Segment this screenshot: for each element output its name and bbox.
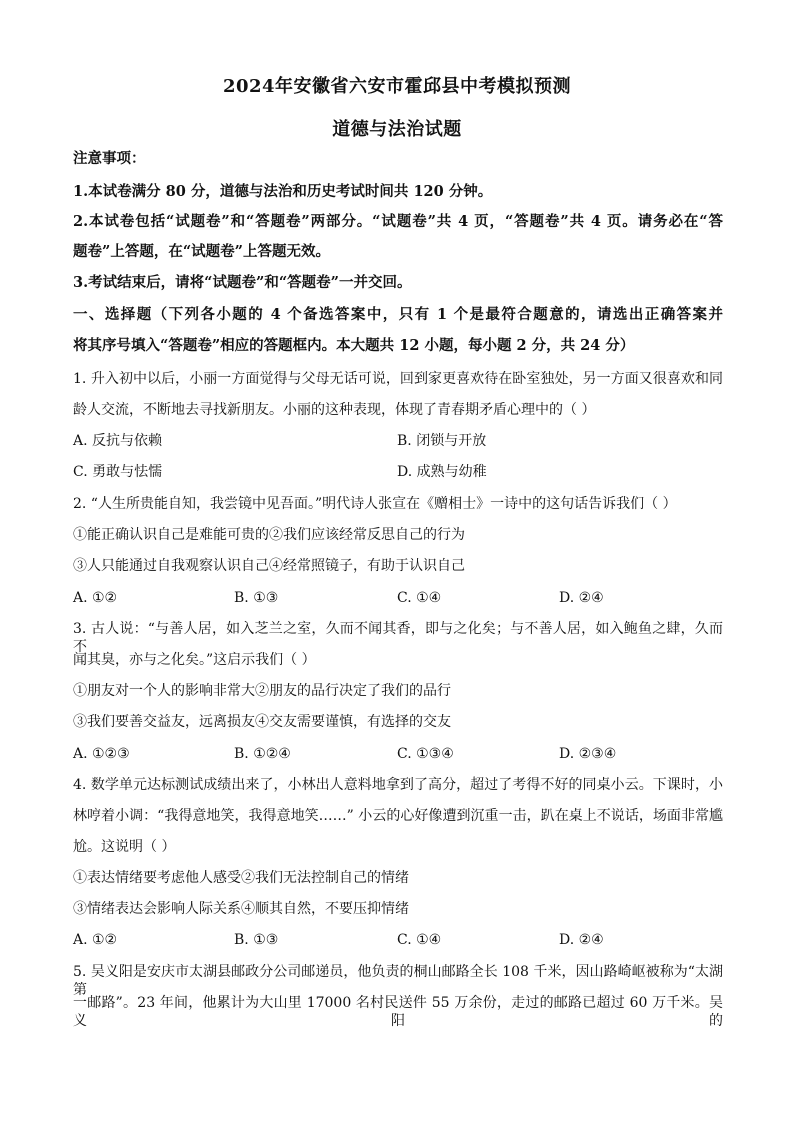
question-3-stem-line-2: 闻其臭，亦与之化矣。”这启示我们（ ） bbox=[73, 652, 316, 668]
question-1-stem-line-1: 1. 升入初中以后，小丽一方面觉得与父母无话可说，回到家更喜欢待在卧室独处，另一方面又很喜欢和同 bbox=[73, 371, 723, 387]
question-3-stem-line-1: 3. 古人说：“与善人居，如入芝兰之室，久而不闻其香，即与之化矣；与不善人居，如入鲍鱼之肆，久而不 bbox=[73, 621, 723, 655]
question-1-stem-line-2: 龄人交流，不断地去寻找新朋友。小丽的这种表现，体现了青春期矛盾心理中的（ ） bbox=[73, 402, 596, 418]
question-3-option-b: B. ①②④ bbox=[234, 746, 291, 762]
question-4-option-b: B. ①③ bbox=[234, 932, 279, 948]
question-2-option-b: B. ①③ bbox=[234, 590, 279, 606]
question-3-option-d: D. ②③④ bbox=[559, 746, 617, 762]
question-1-option-b: B. 闭锁与开放 bbox=[397, 433, 487, 449]
question-3-statement-1: ①朋友对一个人的影响非常大②朋友的品行决定了我们的品行 bbox=[73, 683, 451, 699]
question-4-statement-1: ①表达情绪要考虑他人感受②我们无法控制自己的情绪 bbox=[73, 870, 409, 886]
section-heading-line-2: 将其序号填入“答题卷”相应的答题框内。本大题共 12 小题，每小题 2 分，共 24 分） bbox=[73, 337, 635, 354]
section-heading-line-1: 一、选择题（下列各小题的 4 个备选答案中，只有 1 个是最符合题意的，请选出正确答案并 bbox=[73, 306, 723, 323]
question-4-statement-2: ③情绪表达会影响人际关系④顺其自然，不要压抑情绪 bbox=[73, 901, 409, 917]
question-4-stem-line-3: 尬。这说明（ ） bbox=[73, 839, 176, 855]
question-2-statement-2: ③人只能通过自我观察认识自己④经常照镜子，有助于认识自己 bbox=[73, 558, 465, 574]
question-2-statement-1: ①能正确认识自己是难能可贵的②我们应该经常反思自己的行为 bbox=[73, 527, 465, 543]
page-title: 2024年安徽省六安市霍邱县中考模拟预测 bbox=[222, 76, 572, 97]
question-2-option-c: C. ①④ bbox=[397, 590, 442, 606]
question-2-option-a: A. ①② bbox=[73, 590, 118, 606]
question-2-stem: 2. “人生所贵能自知，我尝镜中见吾面。”明代诗人张宣在《赠相士》一诗中的这句话告诉我们（ ） bbox=[73, 496, 677, 512]
question-1-option-a: A. 反抗与依赖 bbox=[73, 433, 163, 449]
question-4-stem-line-1: 4. 数学单元达标测试成绩出来了，小林出人意料地拿到了高分，超过了考得不好的同桌小云。下课时，小 bbox=[73, 777, 723, 793]
question-5-stem-line-1: 5. 吴义阳是安庆市太湖县邮政分公司邮递员，他负责的桐山邮路全长 108 千米，因山路崎岖被称为“太湖第 bbox=[73, 964, 723, 998]
question-3-option-c: C. ①③④ bbox=[397, 746, 454, 762]
note-2-line-2: 题卷”上答题，在“试题卷”上答题无效。 bbox=[73, 243, 331, 260]
notes-heading: 注意事项： bbox=[73, 150, 146, 167]
question-3-statement-2: ③我们要善交益友，远离损友④交友需要谨慎，有选择的交友 bbox=[73, 714, 451, 730]
question-4-option-c: C. ①④ bbox=[397, 932, 442, 948]
question-4-option-d: D. ②④ bbox=[559, 932, 604, 948]
question-1-option-d: D. 成熟与幼稚 bbox=[397, 464, 487, 480]
note-2-line-1: 2.本试卷包括“试题卷”和“答题卷”两部分。“试题卷”共 4 页，“答题卷”共 4 页。请务必在“答 bbox=[73, 213, 723, 230]
page-subtitle: 道德与法治试题 bbox=[332, 119, 462, 140]
question-4-stem-line-2: 林哼着小调：“我得意地笑，我得意地笑……” 小云的心好像遭到沉重一击，趴在桌上不说话，场面非常尴 bbox=[73, 808, 723, 824]
note-3: 3.考试结束后，请将“试题卷”和“答题卷”一并交回。 bbox=[73, 274, 412, 291]
note-1: 1.本试卷满分 80 分，道德与法治和历史考试时间共 120 分钟。 bbox=[73, 183, 493, 200]
question-4-option-a: A. ①② bbox=[73, 932, 118, 948]
question-1-option-c: C. 勇敢与怯懦 bbox=[73, 464, 163, 480]
question-3-option-a: A. ①②③ bbox=[73, 746, 130, 762]
question-5-stem-line-2: 一邮路”。23 年间，他累计为大山里 17000 名村民送件 55 万余份，走过的邮路已超过 60 万千米。吴义阳的 bbox=[73, 995, 723, 1029]
question-2-option-d: D. ②④ bbox=[559, 590, 604, 606]
